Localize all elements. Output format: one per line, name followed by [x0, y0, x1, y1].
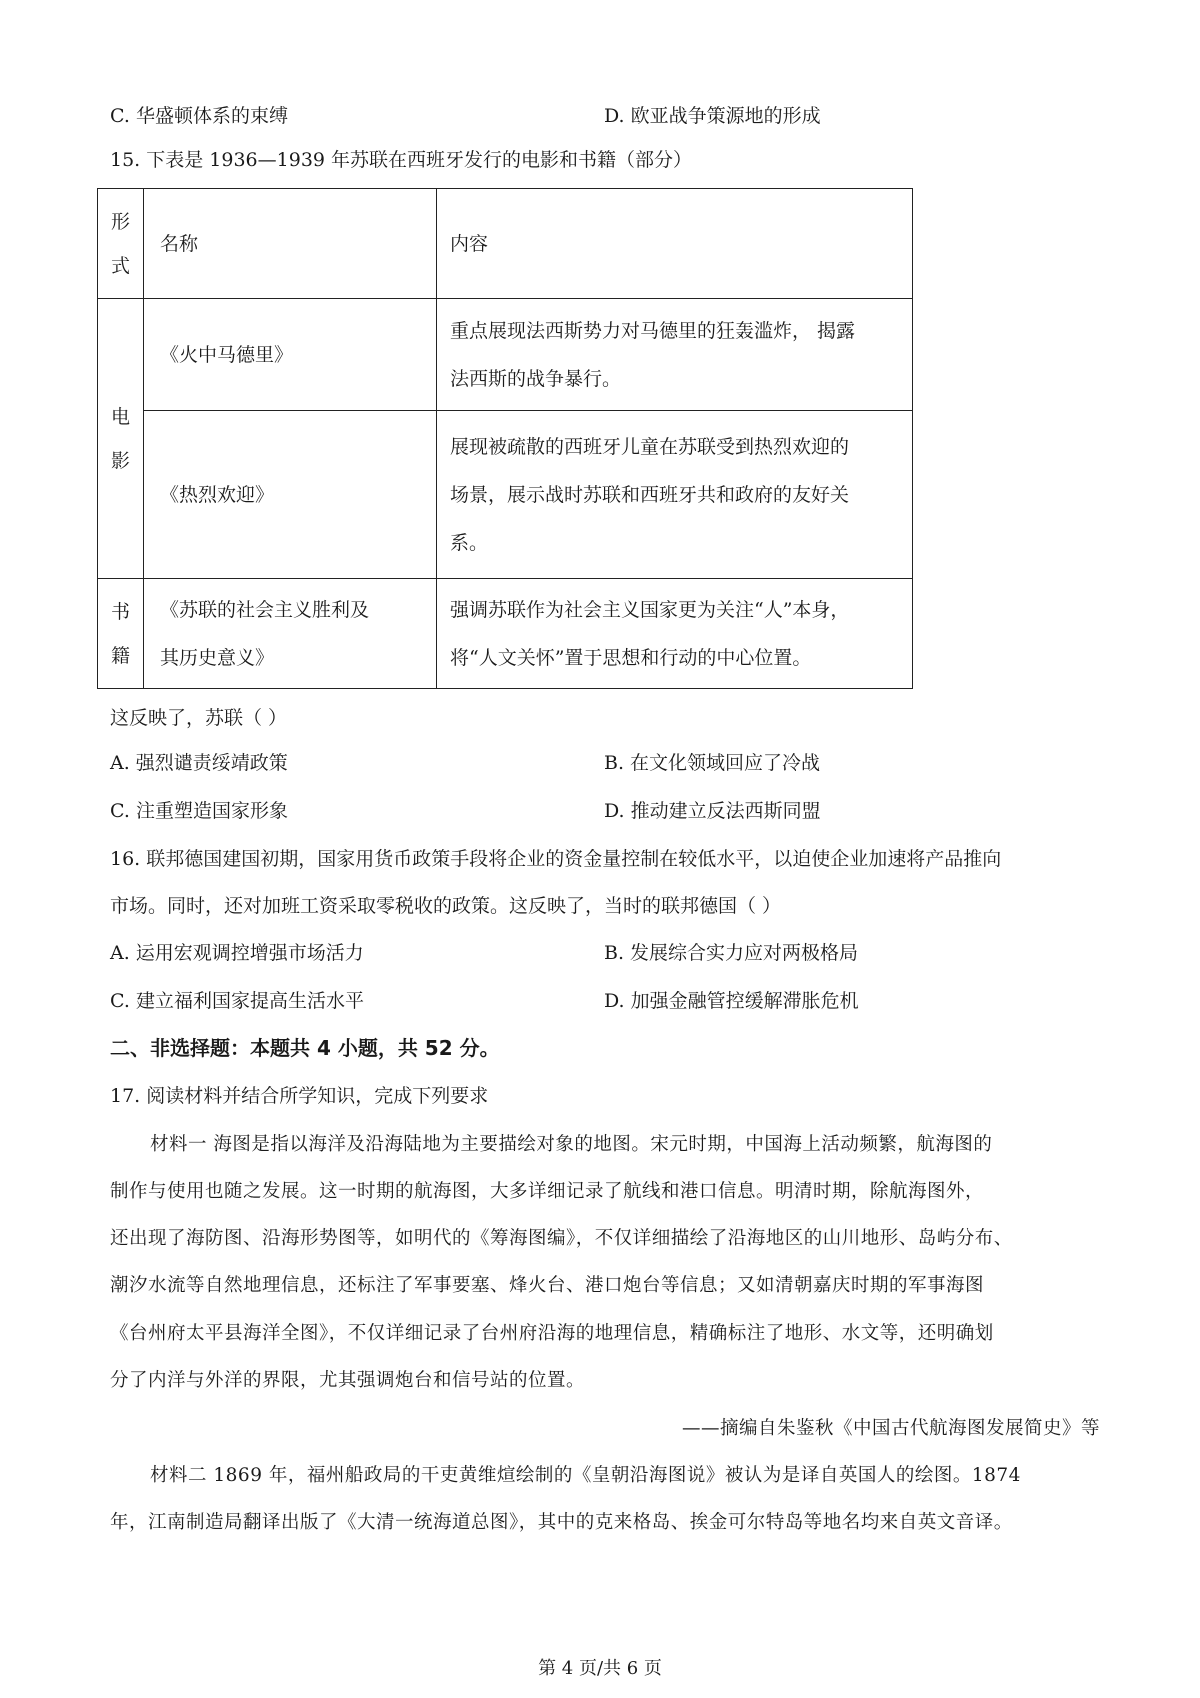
q17-stem: 17. 阅读材料并结合所学知识，完成下列要求: [110, 1085, 489, 1107]
q16-stem-line-2: 市场。同时，还对加班工资采取零税收的政策。这反映了，当时的联邦德国（ ）: [110, 895, 782, 917]
q15-option-a: A. 强烈谴责绥靖政策: [110, 752, 288, 774]
row-name-line: 《热烈欢迎》: [160, 483, 275, 506]
q15-option-d: D. 推动建立反法西斯同盟: [604, 800, 821, 822]
row-content-line: 系。: [450, 531, 489, 554]
q15-option-b: B. 在文化领域回应了冷战: [604, 752, 821, 774]
section-2-title: 二、非选择题：本题共 4 小题，共 52 分。: [110, 1036, 500, 1060]
row-content-line: 强调苏联作为社会主义国家更为关注“人”本身，: [450, 598, 850, 621]
row-name-cell: [144, 411, 437, 579]
table-header-row: [98, 189, 913, 299]
material-1-line: 材料一 海图是指以海洋及沿海陆地为主要描绘对象的地图。宋元时期，中国海上活动频繁，航海图的: [150, 1134, 993, 1155]
q16-option-d: D. 加强金融管控缓解滞胀危机: [604, 990, 859, 1012]
q15-stem: 15. 下表是 1936—1939 年苏联在西班牙发行的电影和书籍（部分）: [110, 149, 693, 171]
table-row: [98, 411, 913, 579]
table-row: [98, 299, 913, 411]
header-form-cell: [98, 189, 144, 299]
material-1-line: 还出现了海防图、沿海形势图等，如明代的《筹海图编》，不仅详细描绘了沿海地区的山川地形、岛屿分布、: [110, 1228, 1013, 1249]
header-name-cell: 名称: [144, 189, 437, 299]
row-name-line: 其历史意义》: [160, 646, 275, 669]
header-form-char: 式: [110, 254, 130, 277]
row-content-line: 重点展现法西斯势力对马德里的狂轰滥炸， 揭露: [450, 319, 856, 342]
material-1-line: 《台州府太平县海洋全图》，不仅详细记录了台州府沿海的地理信息，精确标注了地形、水文等，还明确划: [110, 1323, 994, 1344]
row-name-line: 《火中马德里》: [160, 343, 294, 366]
header-content-cell: 内容: [437, 189, 913, 299]
book-form-char: 籍: [110, 644, 130, 667]
material-1-line: 潮汐水流等自然地理信息，还标注了军事要塞、烽火台、港口炮台等信息；又如清朝嘉庆时期的军事海图: [110, 1275, 985, 1296]
row-name-cell: [144, 299, 437, 411]
q16-option-c: C. 建立福利国家提高生活水平: [110, 990, 364, 1012]
row-content-cell: [437, 299, 913, 411]
movie-form-cell: [98, 299, 144, 579]
q15-table: [97, 188, 913, 689]
q16-stem-line-1: 16. 联邦德国建国初期，国家用货币政策手段将企业的资金量控制在较低水平，以迫使企业加速将产品推向: [110, 848, 1002, 870]
q15-option-c: C. 注重塑造国家形象: [110, 800, 288, 822]
table-row: [98, 579, 913, 689]
row-content-cell: [437, 579, 913, 689]
row-content-line: 场景，展示战时苏联和西班牙共和政府的友好关: [450, 483, 850, 506]
row-content-line: 将“人文关怀”置于思想和行动的中心位置。: [450, 646, 812, 669]
material-1-line: 分了内洋与外洋的界限，尤其强调炮台和信号站的位置。: [110, 1370, 586, 1391]
row-content-line: 展现被疏散的西班牙儿童在苏联受到热烈欢迎的: [450, 435, 850, 458]
material-2-line: 年，江南制造局翻译出版了《大清一统海道总图》，其中的克来格岛、挨金可尔特岛等地名均来自英文音译。: [110, 1512, 1013, 1533]
material-1-source: ——摘编自朱鉴秋《中国古代航海图发展简史》等: [681, 1418, 1100, 1439]
q14-option-c: C. 华盛顿体系的束缚: [110, 105, 288, 127]
row-content-line: 法西斯的战争暴行。: [450, 367, 622, 390]
q15-question: 这反映了，苏联（ ）: [110, 707, 288, 729]
header-form-char: 形: [110, 210, 130, 233]
q16-option-a: A. 运用宏观调控增强市场活力: [110, 942, 364, 964]
book-form-cell: [98, 579, 144, 689]
movie-form-char: 电: [110, 405, 130, 428]
movie-form-char: 影: [110, 449, 130, 472]
page-footer: 第 4 页/共 6 页: [538, 1658, 662, 1679]
row-name-line: 《苏联的社会主义胜利及: [160, 598, 370, 621]
row-name-cell: [144, 579, 437, 689]
material-2-line: 材料二 1869 年，福州船政局的干吏黄维煊绘制的《皇朝沿海图说》被认为是译自英国人的绘图。1874: [150, 1465, 1021, 1486]
book-form-char: 书: [110, 600, 130, 623]
q16-option-b: B. 发展综合实力应对两极格局: [604, 942, 859, 964]
row-content-cell: [437, 411, 913, 579]
material-1-line: 制作与使用也随之发展。这一时期的航海图，大多详细记录了航线和港口信息。明清时期，除航海图外，: [110, 1181, 985, 1202]
q14-option-d: D. 欧亚战争策源地的形成: [604, 105, 821, 127]
